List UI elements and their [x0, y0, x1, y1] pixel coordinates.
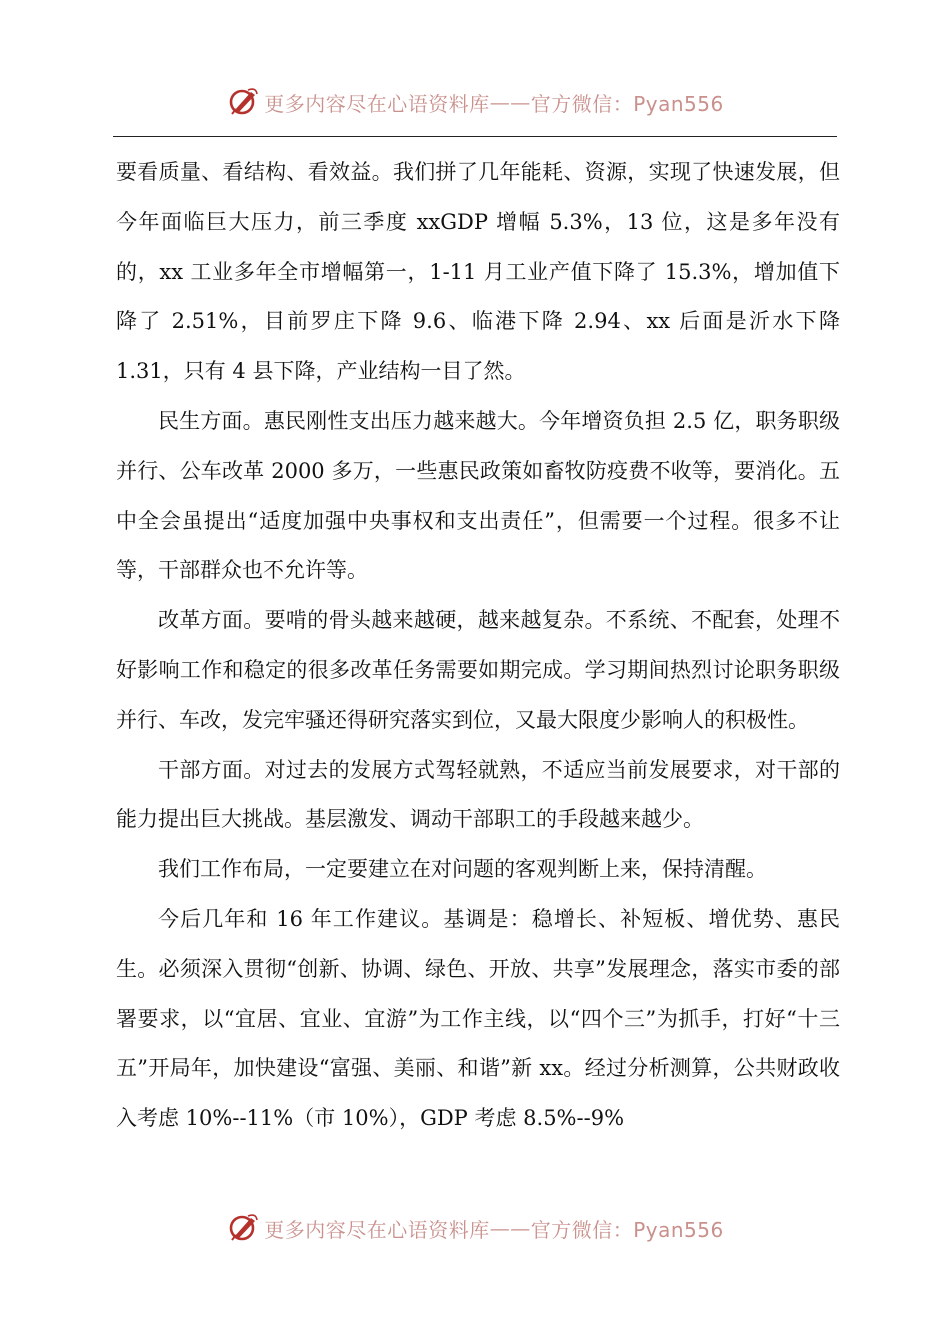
- paragraph-suggestions: 今后几年和 16 年工作建议。基调是：稳增长、补短板、增优势、惠民生。必须深入贯彻“创新、协调、绿色、开放、共享”发展理念，落实市委的部署要求，以“宜居、宜业、宜游”为工作主线，以“四个三”为抓手，打好“十三五”开局年，加快建设“富强、美丽、和谐”新 xx。经过分析测算，公共财政收入考虑 10%--11%（市 10%），GDP 考虑 8.5%--9%: [116, 906, 840, 1131]
- header-wechat-text: 官方微信：Pyan556: [530, 91, 724, 116]
- paragraph-reform: 改革方面。要啃的骨头越来越硬，越来越复杂。不系统、不配套，处理不好影响工作和稳定的很多改革任务需要如期完成。学习期间热烈讨论职务职级并行、车改，发完牢骚还得研究落实到位，又最大限度少影响人的积极性。: [116, 608, 840, 732]
- paragraph-livelihood: 民生方面。惠民刚性支出压力越来越大。今年增资负担 2.5 亿，职务职级并行、公车改革 2000 多万，一些惠民政策如畜牧防疫费不收等，要消化。五中全会虽提出“适度加强中央事权和支出责任”，但需要一个过程。很多不让等，干部群众也不允许等。: [116, 408, 840, 583]
- header-banner: [0, 82, 950, 122]
- quill-logo-icon: [226, 85, 260, 119]
- paragraph-continuation: 要看质量、看结构、看效益。我们拼了几年能耗、资源，实现了快速发展，但今年面临巨大压力，前三季度 xxGDP 增幅 5.3%，13 位，这是多年没有的，xx 工业多年全市增幅第一，1-11 月工业产值下降了 15.3%，增加值下降了 2.51%，目前罗庄下降 9.6、临港下降 2.94、xx 后面是沂水下降 1.31，只有 4 县下降，产业结构一目了然。: [116, 160, 840, 384]
- header-site-text: 更多内容尽在心语资料库: [264, 91, 490, 116]
- footer-banner: [0, 1208, 950, 1248]
- paragraph-cadres: 干部方面。对过去的发展方式驾轻就熟，不适应当前发展要求，对干部的能力提出巨大挑战。基层激发、调动干部职工的手段越来越少。: [116, 757, 840, 832]
- footer-site-text: 更多内容尽在心语资料库: [264, 1217, 490, 1242]
- paragraph-layout: 我们工作布局，一定要建立在对问题的客观判断上来，保持清醒。: [158, 857, 767, 882]
- footer-wechat-text: 官方微信：Pyan556: [530, 1217, 724, 1242]
- header-divider: [113, 136, 837, 137]
- footer-dash: ——: [489, 1216, 531, 1240]
- document-body: [116, 148, 840, 1144]
- quill-logo-icon: [226, 1211, 260, 1245]
- header-dash: ——: [489, 90, 531, 114]
